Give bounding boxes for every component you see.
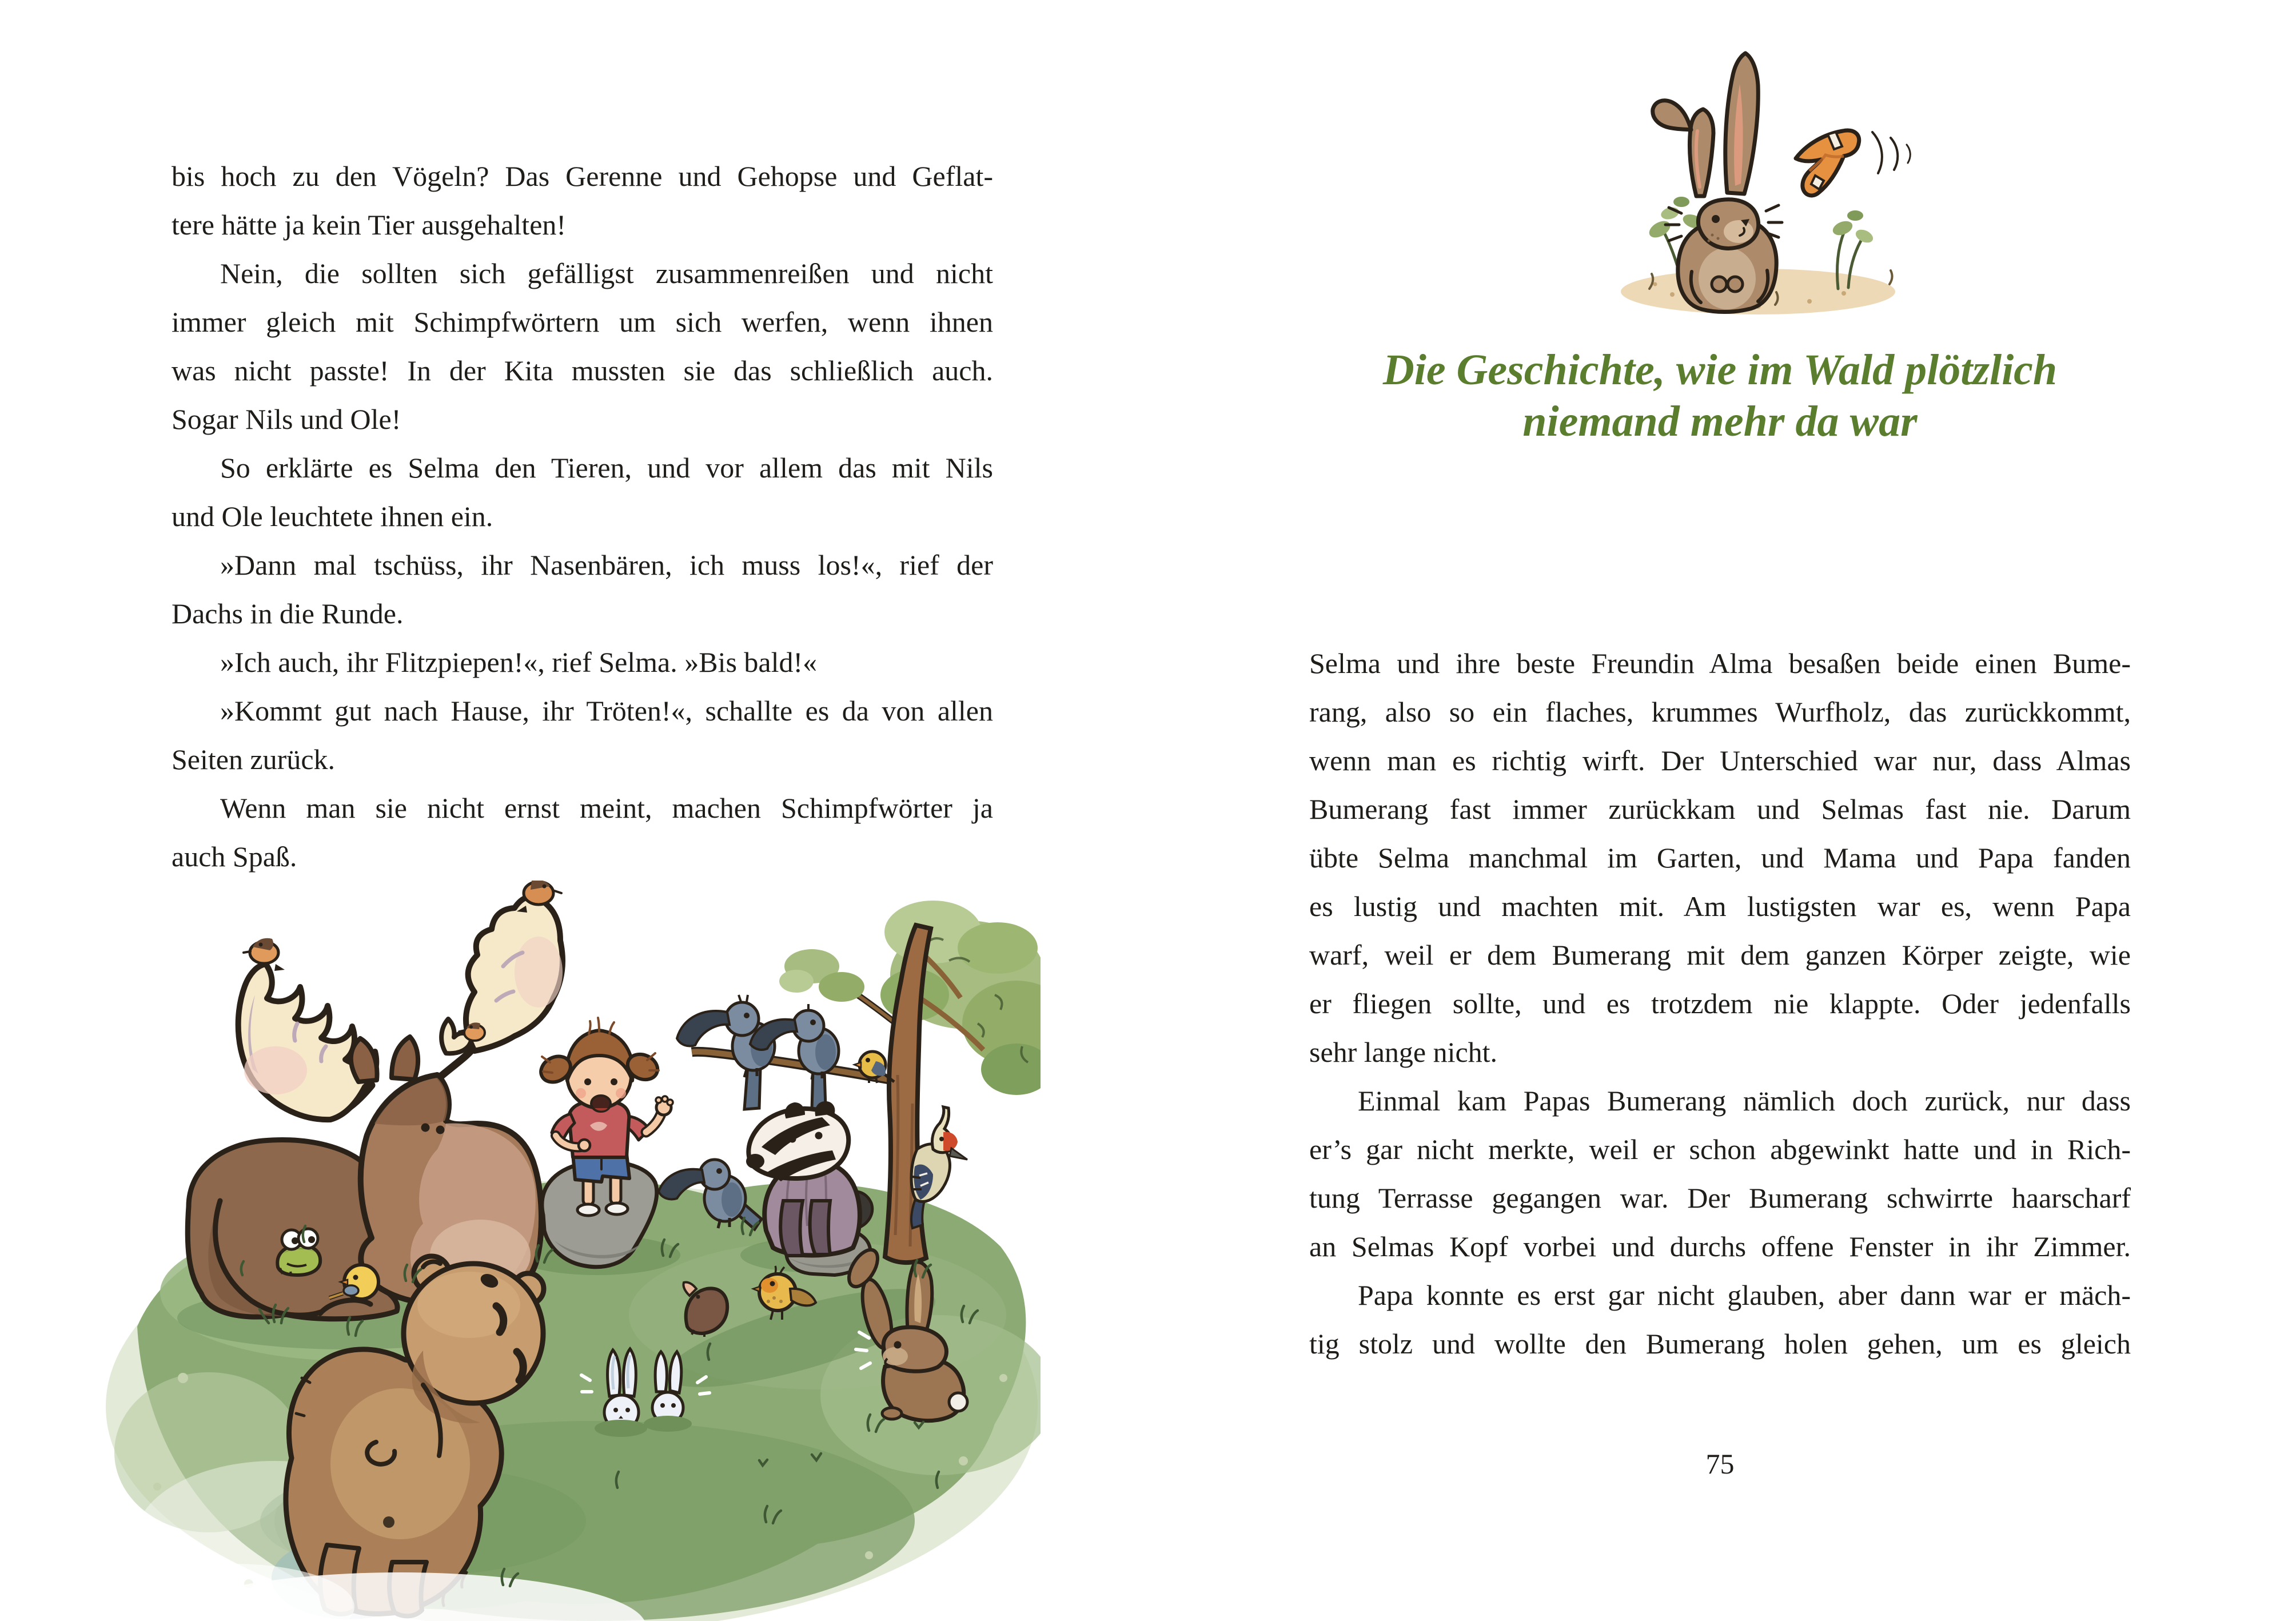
text-line: Bumerang fast immer zurückkam und Selmas fast nie. Darum <box>1309 793 2131 825</box>
text-line: Einmal kam Papas Bumerang nämlich doch zurück, nur dass <box>1358 1085 2131 1117</box>
text-line: an Selmas Kopf vorbei und durchs offene Fenster in ihr Zimmer. <box>1309 1230 2131 1262</box>
text-line: wenn man es richtig wirft. Der Unterschied war nur, dass Almas <box>1309 744 2131 776</box>
chapter-title-line: Die Geschichte, wie im Wald plötzlich <box>1382 346 2058 394</box>
hare-boomerang-illustration <box>1569 20 1970 317</box>
text-line: Wenn man sie nicht ernst meint, machen Schimpfwörter ja <box>220 792 993 824</box>
page-number: 75 <box>1705 1448 1735 1480</box>
text-line: So erklärte es Selma den Tieren, und vor allem das mit Nils <box>220 452 993 484</box>
body-text-right <box>1309 639 2131 1368</box>
body-text-left <box>172 152 993 881</box>
motion-arcs <box>1872 132 1910 173</box>
text-line: er fliegen sollte, und es trotzdem nie klappte. Oder jedenfalls <box>1309 987 2131 1019</box>
text-line: und Ole leuchtete ihnen ein. <box>172 500 493 532</box>
text-line: sehr lange nicht. <box>1309 1036 1498 1068</box>
text-line: »Kommt gut nach Hause, ihr Tröten!«, schallte es da von allen <box>220 695 993 727</box>
forest-animals-illustration <box>103 881 1041 1621</box>
text-line: Nein, die sollten sich gefälligst zusammenreißen und nicht <box>220 257 993 289</box>
text-line: auch Spaß. <box>172 841 297 873</box>
text-line: rang, also so ein flaches, krummes Wurfholz, das zurückkommt, <box>1309 696 2131 728</box>
text-line: tig stolz und wollte den Bumerang holen gehen, um es gleich <box>1309 1328 2131 1360</box>
chapter-title <box>1309 344 2131 447</box>
text-line: immer gleich mit Schimpfwörtern um sich werfen, wenn ihnen <box>172 306 993 338</box>
text-line: Selma und ihre beste Freundin Alma besaßen beide einen Bume- <box>1309 647 2131 679</box>
text-line: warf, weil er dem Bumerang mit dem ganzen Körper zeigte, wie <box>1309 939 2131 971</box>
text-line: es lustig und machten mit. Am lustigsten war es, wenn Papa <box>1309 890 2131 922</box>
text-line: Dachs in die Runde. <box>172 598 404 630</box>
text-line: Papa konnte es erst gar nicht glauben, aber dann war er mäch- <box>1358 1279 2131 1311</box>
moose-ear <box>351 1038 377 1082</box>
moose <box>188 881 563 1319</box>
text-line: tung Terrasse gegangen war. Der Bumerang schwirrte haarscharf <box>1309 1182 2131 1214</box>
chapter-title-line: niemand mehr da war <box>1522 397 1918 445</box>
text-line: Sogar Nils und Ole! <box>172 403 401 435</box>
moose-antler-right <box>441 897 563 1053</box>
text-line: tere hätte ja kein Tier ausgehalten! <box>172 209 567 241</box>
text-line: bis hoch zu den Vögeln? Das Gerenne und Gehopse und Geflat- <box>172 160 993 192</box>
hare-ear-left <box>1689 109 1713 196</box>
moose-ear <box>392 1037 418 1080</box>
text-line: was nicht passte! In der Kita mussten sie das schließlich auch. <box>172 355 993 387</box>
text-line: Seiten zurück. <box>172 743 336 775</box>
text-line: er’s gar nicht merkte, weil er schon abgewinkt hatte und in Rich- <box>1309 1133 2131 1165</box>
hare <box>1653 53 1782 312</box>
text-line: »Ich auch, ihr Flitzpiepen!«, rief Selma. »Bis bald!« <box>220 646 818 678</box>
text-line: übte Selma manchmal im Garten, und Mama und Papa fanden <box>1309 842 2131 874</box>
text-line: »Dann mal tschüss, ihr Nasenbären, ich muss los!«, rief der <box>220 549 993 581</box>
frog <box>277 1229 320 1276</box>
boomerang <box>1796 130 1859 196</box>
